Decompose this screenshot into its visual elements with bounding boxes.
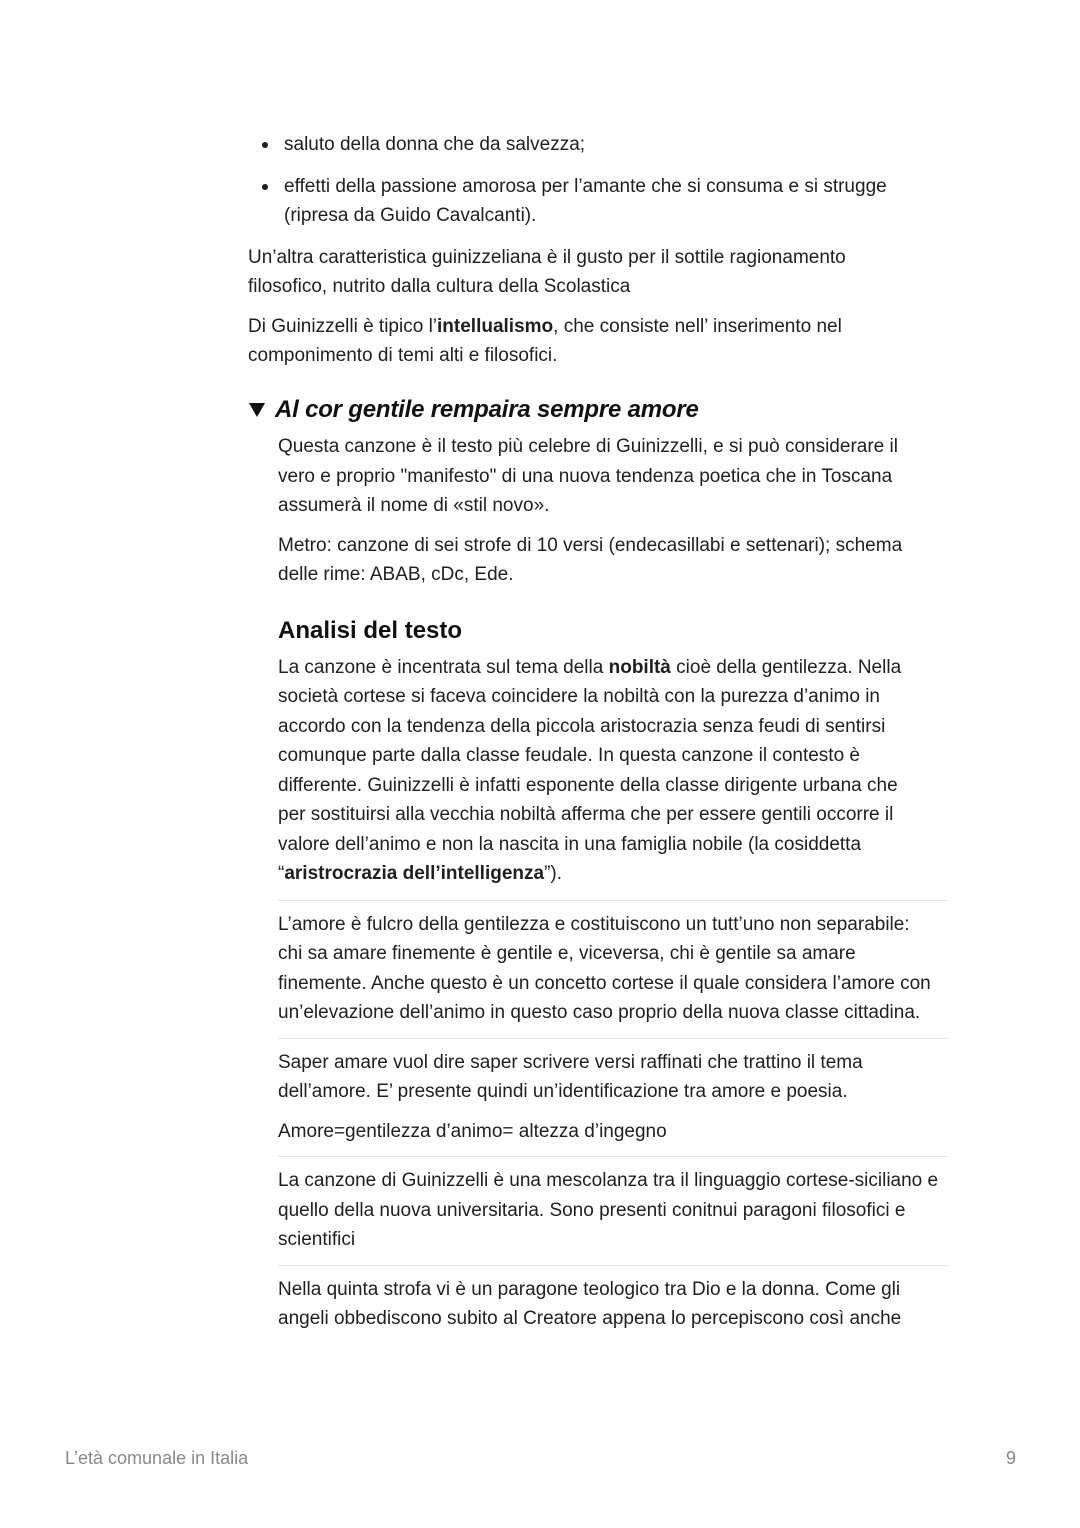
bold-term: intellualismo [437, 315, 554, 337]
section-heading: Analisi del testo [278, 616, 463, 644]
document-body [248, 130, 948, 371]
toggle-content [278, 432, 948, 1334]
bullet-list [248, 130, 948, 231]
footer-title: L’età comunale in Italia [65, 1448, 249, 1468]
paragraph-quinta-strofa: Nella quinta strofa vi è un paragone teologico tra Dio e la donna. Come gli angeli obbediscono subito al Creatore appena lo percepiscono così anche [278, 1278, 902, 1329]
text-run: Di Guinizzelli è tipico l’ [248, 315, 438, 337]
text-run: La canzone è incentrata sul tema della [278, 656, 609, 678]
list-item: saluto della donna che da salvezza; [248, 130, 948, 160]
bold-term: aristrocrazia dell’intelligenza [284, 863, 545, 884]
triangle-down-icon[interactable] [249, 403, 265, 417]
toggle-block [248, 393, 948, 1334]
paragraph-amore-gentilezza: L’amore è fulcro della gentilezza e costituiscono un tutt’uno non separabile: chi sa amare finemente è gentile e, viceversa, chi è gentile sa amare finemente. Anche questo è un concetto cortese il quale considera l’amore con un’elevazione dell’animo in questo caso proprio della nuova classe cittadina. [278, 913, 931, 1023]
paragraph-nobilta [278, 653, 928, 889]
toggle-title: Al cor gentile rempaira sempre amore [275, 396, 699, 423]
paragraph-intellettualismo [248, 312, 888, 371]
paragraph-equazione: Amore=gentilezza d’animo= altezza d’ingegno [278, 1120, 667, 1142]
divider [278, 1265, 948, 1266]
text-run: ”). [544, 863, 563, 884]
divider [278, 900, 948, 901]
text-run: , che consiste nell’ inserimento nel componimento di temi alti e filosofici. [248, 315, 842, 366]
text-run: cioè della gentilezza. Nella società cortese si faceva coincidere la nobiltà con la purezza d’animo in accordo con la tendenza della piccola aristocrazia senza feudi di sentirsi comunque parte dalla classe feudale. In questa canzone il contesto è differente. Guinizzelli è infatti esponente della classe dirigente urbana che per sostituirsi alla vecchia nobiltà afferma che per essere gentili occorre il valore dell’animo e non la nascita in una famiglia nobile (la cosiddetta “ [278, 656, 902, 884]
divider [278, 1038, 948, 1039]
paragraph-linguaggio: La canzone di Guinizzelli è una mescolanza tra il linguaggio cortese-siciliano e quello della nuova universitaria. Sono presenti conitnui paragoni filosofici e scientifici [278, 1170, 939, 1250]
list-item: effetti della passione amorosa per l’amante che si consuma e si strugge (ripresa da Guido Cavalcanti). [248, 172, 924, 231]
paragraph-metro: Metro: canzone di sei strofe di 10 versi (endecasillabi e settenari); schema delle rime: ABAB, cDc, Ede. [278, 534, 903, 585]
paragraph-intro: Questa canzone è il testo più celebre di Guinizzelli, e si può considerare il vero e proprio "manifesto" di una nuova tendenza poetica che in Toscana assumerà il nome di «stil novo». [278, 436, 898, 516]
paragraph-scolastica: Un’altra caratteristica guinizzeliana è il gusto per il sottile ragionamento filosofico, nutrito dalla cultura della Scolastica [248, 246, 846, 297]
divider [278, 1156, 948, 1157]
page-number: 9 [1005, 1448, 1016, 1468]
bold-term: nobiltà [608, 656, 671, 678]
paragraph-amore-poesia: Saper amare vuol dire saper scrivere versi raffinati che trattino il tema dell’amore. E’ presente quindi un’identificazione tra amore e poesia. [278, 1051, 863, 1102]
toggle-header[interactable] [248, 393, 948, 427]
